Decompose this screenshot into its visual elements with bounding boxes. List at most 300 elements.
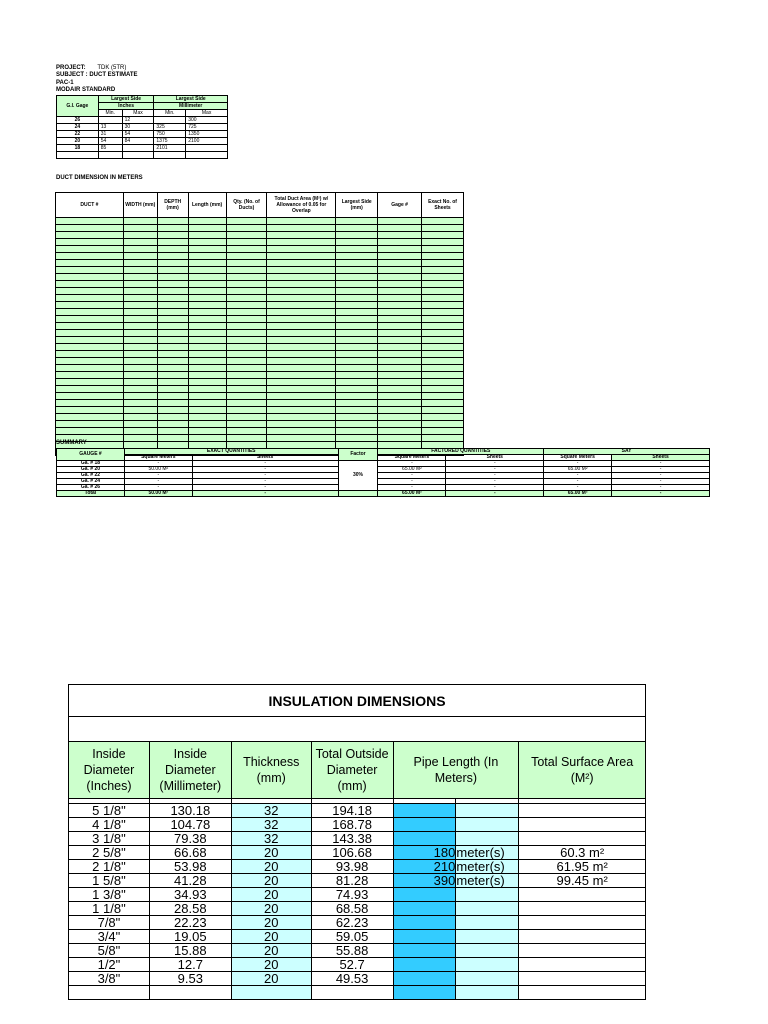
duct-cell[interactable] <box>56 253 124 260</box>
duct-cell[interactable] <box>267 372 336 379</box>
duct-cell[interactable] <box>188 330 226 337</box>
duct-cell[interactable] <box>267 232 336 239</box>
duct-cell[interactable] <box>422 407 464 414</box>
duct-cell[interactable] <box>157 414 188 421</box>
duct-cell[interactable] <box>336 365 378 372</box>
duct-cell[interactable] <box>422 302 464 309</box>
duct-cell[interactable] <box>157 225 188 232</box>
duct-cell[interactable] <box>336 253 378 260</box>
duct-cell[interactable] <box>226 330 267 337</box>
duct-cell[interactable] <box>336 407 378 414</box>
duct-cell[interactable] <box>336 218 378 225</box>
inches-subheader: Inches <box>98 103 154 110</box>
duct-cell[interactable] <box>56 260 124 267</box>
duct-cell[interactable] <box>226 351 267 358</box>
duct-cell[interactable] <box>188 309 226 316</box>
duct-cell[interactable] <box>267 365 336 372</box>
duct-cell[interactable] <box>188 267 226 274</box>
duct-cell[interactable] <box>226 232 267 239</box>
duct-cell[interactable] <box>336 239 378 246</box>
duct-cell[interactable] <box>123 309 157 316</box>
duct-cell[interactable] <box>422 260 464 267</box>
duct-cell[interactable] <box>56 281 124 288</box>
duct-cell[interactable] <box>123 421 157 428</box>
duct-cell[interactable] <box>422 379 464 386</box>
duct-cell[interactable] <box>157 365 188 372</box>
duct-cell[interactable] <box>267 253 336 260</box>
duct-cell[interactable] <box>123 344 157 351</box>
duct-cell[interactable] <box>422 351 464 358</box>
duct-cell[interactable] <box>336 302 378 309</box>
duct-cell[interactable] <box>336 358 378 365</box>
duct-cell[interactable] <box>336 295 378 302</box>
duct-cell[interactable] <box>378 316 422 323</box>
duct-cell[interactable] <box>336 428 378 435</box>
duct-cell[interactable] <box>188 337 226 344</box>
duct-cell[interactable] <box>123 365 157 372</box>
duct-cell[interactable] <box>422 428 464 435</box>
duct-cell[interactable] <box>226 337 267 344</box>
duct-cell[interactable] <box>56 323 124 330</box>
duct-cell[interactable] <box>422 246 464 253</box>
duct-cell[interactable] <box>123 281 157 288</box>
duct-cell[interactable] <box>267 274 336 281</box>
duct-cell[interactable] <box>56 218 124 225</box>
duct-cell[interactable] <box>157 288 188 295</box>
duct-cell[interactable] <box>422 309 464 316</box>
duct-cell[interactable] <box>157 218 188 225</box>
duct-cell[interactable] <box>267 225 336 232</box>
duct-cell[interactable] <box>226 323 267 330</box>
duct-cell[interactable] <box>267 239 336 246</box>
duct-cell[interactable] <box>188 386 226 393</box>
duct-cell[interactable] <box>226 225 267 232</box>
duct-cell[interactable] <box>378 239 422 246</box>
duct-cell[interactable] <box>226 253 267 260</box>
duct-cell[interactable] <box>157 421 188 428</box>
duct-cell[interactable] <box>157 393 188 400</box>
duct-cell[interactable] <box>123 239 157 246</box>
duct-cell[interactable] <box>378 246 422 253</box>
duct-cell[interactable] <box>188 435 226 442</box>
duct-cell[interactable] <box>123 232 157 239</box>
duct-cell[interactable] <box>157 435 188 442</box>
duct-cell[interactable] <box>267 302 336 309</box>
duct-cell[interactable] <box>336 400 378 407</box>
duct-cell[interactable] <box>123 428 157 435</box>
duct-cell[interactable] <box>267 421 336 428</box>
duct-cell[interactable] <box>267 260 336 267</box>
duct-cell[interactable] <box>336 330 378 337</box>
duct-cell[interactable] <box>188 295 226 302</box>
duct-cell[interactable] <box>188 393 226 400</box>
duct-cell[interactable] <box>378 344 422 351</box>
duct-cell[interactable] <box>188 218 226 225</box>
duct-cell[interactable] <box>378 407 422 414</box>
duct-cell[interactable] <box>188 225 226 232</box>
duct-cell[interactable] <box>157 379 188 386</box>
duct-cell[interactable] <box>188 400 226 407</box>
duct-cell[interactable] <box>188 232 226 239</box>
duct-cell[interactable] <box>157 295 188 302</box>
duct-cell[interactable] <box>422 225 464 232</box>
duct-cell[interactable] <box>226 316 267 323</box>
duct-cell[interactable] <box>378 414 422 421</box>
duct-cell[interactable] <box>378 379 422 386</box>
duct-cell[interactable] <box>226 239 267 246</box>
duct-cell[interactable] <box>267 435 336 442</box>
duct-cell[interactable] <box>56 337 124 344</box>
duct-cell[interactable] <box>56 288 124 295</box>
duct-cell[interactable] <box>157 351 188 358</box>
duct-cell[interactable] <box>378 393 422 400</box>
duct-cell[interactable] <box>378 232 422 239</box>
duct-cell[interactable] <box>123 218 157 225</box>
duct-cell[interactable] <box>336 337 378 344</box>
duct-cell[interactable] <box>226 246 267 253</box>
duct-cell[interactable] <box>56 421 124 428</box>
duct-cell[interactable] <box>123 400 157 407</box>
duct-cell[interactable] <box>336 393 378 400</box>
duct-cell[interactable] <box>336 323 378 330</box>
duct-cell[interactable] <box>56 358 124 365</box>
duct-cell[interactable] <box>123 435 157 442</box>
duct-cell[interactable] <box>336 267 378 274</box>
duct-cell[interactable] <box>378 400 422 407</box>
duct-cell[interactable] <box>336 414 378 421</box>
duct-cell[interactable] <box>123 253 157 260</box>
duct-cell[interactable] <box>378 435 422 442</box>
duct-cell[interactable] <box>123 330 157 337</box>
duct-cell[interactable] <box>123 288 157 295</box>
duct-cell[interactable] <box>422 358 464 365</box>
duct-cell[interactable] <box>123 295 157 302</box>
factor-value: 30% <box>338 461 378 491</box>
duct-cell[interactable] <box>336 288 378 295</box>
duct-cell[interactable] <box>123 351 157 358</box>
duct-cell[interactable] <box>56 274 124 281</box>
duct-cell[interactable] <box>267 379 336 386</box>
duct-cell[interactable] <box>267 316 336 323</box>
duct-cell[interactable] <box>123 323 157 330</box>
duct-cell[interactable] <box>188 421 226 428</box>
duct-cell[interactable] <box>267 344 336 351</box>
duct-cell[interactable] <box>188 379 226 386</box>
duct-cell[interactable] <box>336 260 378 267</box>
duct-cell[interactable] <box>188 260 226 267</box>
duct-cell[interactable] <box>157 246 188 253</box>
duct-cell[interactable] <box>123 246 157 253</box>
duct-cell[interactable] <box>56 267 124 274</box>
duct-cell[interactable] <box>157 302 188 309</box>
duct-cell[interactable] <box>123 260 157 267</box>
duct-cell[interactable] <box>378 351 422 358</box>
duct-cell[interactable] <box>123 274 157 281</box>
duct-cell[interactable] <box>378 281 422 288</box>
duct-cell[interactable] <box>157 267 188 274</box>
duct-cell[interactable] <box>157 344 188 351</box>
duct-cell[interactable] <box>123 407 157 414</box>
duct-cell[interactable] <box>226 358 267 365</box>
duct-cell[interactable] <box>188 407 226 414</box>
duct-cell[interactable] <box>267 309 336 316</box>
duct-cell[interactable] <box>422 330 464 337</box>
duct-cell[interactable] <box>422 386 464 393</box>
duct-cell[interactable] <box>226 302 267 309</box>
duct-cell[interactable] <box>226 393 267 400</box>
duct-cell[interactable] <box>56 344 124 351</box>
duct-cell[interactable] <box>378 302 422 309</box>
duct-cell[interactable] <box>188 351 226 358</box>
duct-cell[interactable] <box>157 407 188 414</box>
duct-cell[interactable] <box>188 358 226 365</box>
duct-cell[interactable] <box>422 435 464 442</box>
duct-cell[interactable] <box>56 407 124 414</box>
duct-cell[interactable] <box>56 414 124 421</box>
duct-cell[interactable] <box>56 393 124 400</box>
duct-cell[interactable] <box>56 225 124 232</box>
duct-cell[interactable] <box>267 351 336 358</box>
duct-cell[interactable] <box>157 232 188 239</box>
duct-cell[interactable] <box>188 372 226 379</box>
duct-cell[interactable] <box>123 379 157 386</box>
duct-cell[interactable] <box>188 428 226 435</box>
duct-cell[interactable] <box>267 218 336 225</box>
duct-cell[interactable] <box>123 414 157 421</box>
duct-cell[interactable] <box>188 239 226 246</box>
duct-cell[interactable] <box>378 267 422 274</box>
duct-cell[interactable] <box>157 372 188 379</box>
duct-cell[interactable] <box>267 393 336 400</box>
duct-cell[interactable] <box>422 344 464 351</box>
duct-cell[interactable] <box>267 246 336 253</box>
duct-cell[interactable] <box>188 281 226 288</box>
duct-cell[interactable] <box>157 316 188 323</box>
duct-cell[interactable] <box>226 295 267 302</box>
duct-cell[interactable] <box>267 281 336 288</box>
duct-cell[interactable] <box>267 323 336 330</box>
duct-cell[interactable] <box>188 274 226 281</box>
duct-cell[interactable] <box>157 400 188 407</box>
duct-cell[interactable] <box>267 414 336 421</box>
duct-cell[interactable] <box>226 386 267 393</box>
duct-cell[interactable] <box>226 428 267 435</box>
duct-cell[interactable] <box>422 274 464 281</box>
duct-cell[interactable] <box>422 316 464 323</box>
duct-cell[interactable] <box>56 316 124 323</box>
duct-cell[interactable] <box>157 281 188 288</box>
duct-cell[interactable] <box>56 365 124 372</box>
duct-cell[interactable] <box>226 288 267 295</box>
duct-cell[interactable] <box>378 309 422 316</box>
duct-cell[interactable] <box>226 260 267 267</box>
duct-cell[interactable] <box>422 421 464 428</box>
duct-cell[interactable] <box>336 435 378 442</box>
duct-cell[interactable] <box>422 295 464 302</box>
outside-diameter-header: Total Outside Diameter (mm) <box>311 742 393 799</box>
duct-cell[interactable] <box>267 288 336 295</box>
duct-cell[interactable] <box>56 400 124 407</box>
duct-cell[interactable] <box>378 365 422 372</box>
table-row <box>56 225 464 232</box>
duct-cell[interactable] <box>378 253 422 260</box>
duct-cell[interactable] <box>226 218 267 225</box>
duct-cell[interactable] <box>188 344 226 351</box>
duct-cell[interactable] <box>336 232 378 239</box>
duct-cell[interactable] <box>226 379 267 386</box>
duct-cell[interactable] <box>336 225 378 232</box>
duct-cell[interactable] <box>267 407 336 414</box>
duct-cell[interactable] <box>123 302 157 309</box>
duct-cell[interactable] <box>378 225 422 232</box>
duct-cell[interactable] <box>336 379 378 386</box>
thickness-cell: 20 <box>231 902 311 916</box>
duct-cell[interactable] <box>378 372 422 379</box>
duct-cell[interactable] <box>267 337 336 344</box>
duct-cell[interactable] <box>123 372 157 379</box>
duct-cell[interactable] <box>378 323 422 330</box>
duct-cell[interactable] <box>267 400 336 407</box>
duct-cell[interactable] <box>336 351 378 358</box>
duct-cell[interactable] <box>378 288 422 295</box>
duct-cell[interactable] <box>422 414 464 421</box>
thickness-cell: 32 <box>231 804 311 818</box>
inside-diameter-mm-header: Inside Diameter (Millimeter) <box>149 742 231 799</box>
cell: 2100 <box>186 138 228 145</box>
duct-cell[interactable] <box>336 246 378 253</box>
duct-cell[interactable] <box>157 323 188 330</box>
duct-cell[interactable] <box>422 393 464 400</box>
duct-cell[interactable] <box>188 253 226 260</box>
duct-cell[interactable] <box>157 309 188 316</box>
duct-cell[interactable] <box>378 386 422 393</box>
duct-cell[interactable] <box>157 260 188 267</box>
duct-cell[interactable] <box>226 407 267 414</box>
duct-cell[interactable] <box>123 386 157 393</box>
duct-cell[interactable] <box>267 386 336 393</box>
duct-cell[interactable] <box>422 288 464 295</box>
duct-cell[interactable] <box>123 316 157 323</box>
duct-cell[interactable] <box>123 225 157 232</box>
duct-cell[interactable] <box>378 337 422 344</box>
duct-cell[interactable] <box>226 421 267 428</box>
duct-cell[interactable] <box>422 337 464 344</box>
duct-cell[interactable] <box>226 414 267 421</box>
duct-cell[interactable] <box>56 232 124 239</box>
duct-cell[interactable] <box>422 253 464 260</box>
duct-cell[interactable] <box>56 239 124 246</box>
duct-cell[interactable] <box>123 337 157 344</box>
duct-cell[interactable] <box>336 281 378 288</box>
duct-cell[interactable] <box>188 414 226 421</box>
duct-cell[interactable] <box>422 239 464 246</box>
duct-cell[interactable] <box>378 330 422 337</box>
duct-cell[interactable] <box>422 365 464 372</box>
duct-cell[interactable] <box>422 267 464 274</box>
duct-cell[interactable] <box>267 358 336 365</box>
duct-cell[interactable] <box>157 428 188 435</box>
duct-cell[interactable] <box>226 267 267 274</box>
duct-cell[interactable] <box>336 386 378 393</box>
duct-cell[interactable] <box>226 344 267 351</box>
duct-cell[interactable] <box>336 316 378 323</box>
duct-cell[interactable] <box>226 435 267 442</box>
duct-cell[interactable] <box>157 358 188 365</box>
duct-cell[interactable] <box>422 218 464 225</box>
duct-cell[interactable] <box>267 330 336 337</box>
duct-cell[interactable] <box>56 351 124 358</box>
duct-cell[interactable] <box>188 323 226 330</box>
duct-cell[interactable] <box>226 281 267 288</box>
duct-cell[interactable] <box>56 386 124 393</box>
duct-cell[interactable] <box>226 372 267 379</box>
duct-cell[interactable] <box>123 393 157 400</box>
duct-cell[interactable] <box>267 295 336 302</box>
duct-cell[interactable] <box>378 421 422 428</box>
duct-cell[interactable] <box>157 253 188 260</box>
sheets-header: Sheets <box>192 455 338 461</box>
duct-cell[interactable] <box>56 372 124 379</box>
cell: - <box>446 491 544 497</box>
duct-cell[interactable] <box>56 295 124 302</box>
duct-cell[interactable] <box>378 358 422 365</box>
duct-cell[interactable] <box>226 400 267 407</box>
duct-cell[interactable] <box>188 246 226 253</box>
duct-cell[interactable] <box>336 274 378 281</box>
duct-cell[interactable] <box>422 372 464 379</box>
duct-cell[interactable] <box>188 302 226 309</box>
duct-cell[interactable] <box>157 330 188 337</box>
duct-cell[interactable] <box>226 274 267 281</box>
duct-cell[interactable] <box>123 267 157 274</box>
duct-cell[interactable] <box>336 372 378 379</box>
duct-cell[interactable] <box>157 239 188 246</box>
duct-cell[interactable] <box>226 365 267 372</box>
duct-cell[interactable] <box>56 309 124 316</box>
duct-cell[interactable] <box>378 428 422 435</box>
duct-cell[interactable] <box>378 274 422 281</box>
duct-cell[interactable] <box>422 323 464 330</box>
cell: 2101 <box>154 145 186 152</box>
duct-cell[interactable] <box>378 218 422 225</box>
duct-cell[interactable] <box>157 337 188 344</box>
duct-cell[interactable] <box>226 309 267 316</box>
duct-cell[interactable] <box>378 295 422 302</box>
duct-cell[interactable] <box>267 267 336 274</box>
duct-cell[interactable] <box>378 260 422 267</box>
duct-cell[interactable] <box>336 309 378 316</box>
duct-cell[interactable] <box>422 400 464 407</box>
duct-cell[interactable] <box>336 421 378 428</box>
duct-cell[interactable] <box>267 428 336 435</box>
duct-cell[interactable] <box>56 379 124 386</box>
duct-cell[interactable] <box>56 428 124 435</box>
duct-cell[interactable] <box>56 330 124 337</box>
duct-cell[interactable] <box>56 302 124 309</box>
table-row <box>56 218 464 225</box>
duct-cell[interactable] <box>188 365 226 372</box>
duct-cell[interactable] <box>422 232 464 239</box>
surface-area-cell <box>519 916 646 930</box>
duct-cell[interactable] <box>188 288 226 295</box>
duct-cell[interactable] <box>422 281 464 288</box>
duct-cell[interactable] <box>336 344 378 351</box>
duct-cell[interactable] <box>188 316 226 323</box>
duct-cell[interactable] <box>157 274 188 281</box>
duct-cell[interactable] <box>123 358 157 365</box>
duct-cell[interactable] <box>157 386 188 393</box>
duct-cell[interactable] <box>56 246 124 253</box>
